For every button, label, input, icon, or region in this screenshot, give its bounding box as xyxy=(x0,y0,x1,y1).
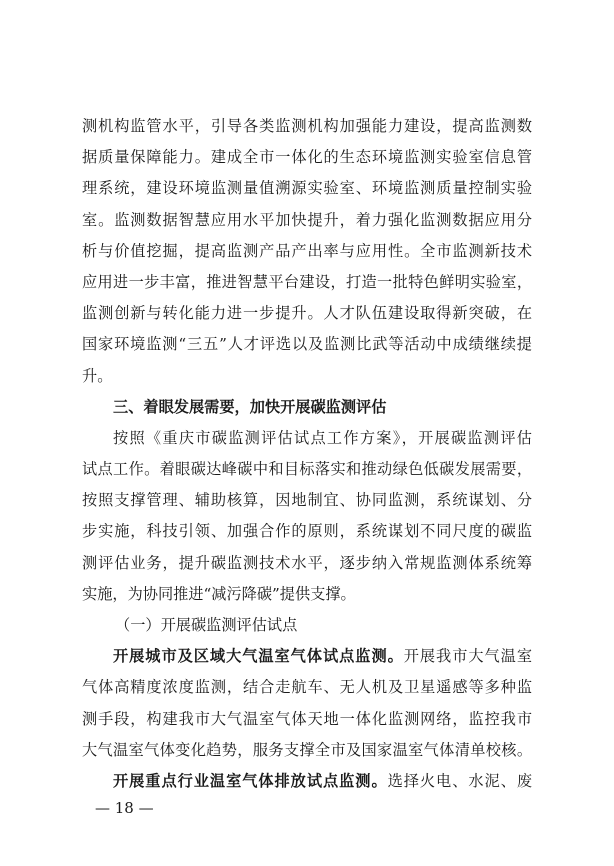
text-line: 升。 xyxy=(82,366,113,385)
bold-lead-sentence: 开展城市及区域大气温室气体试点监测。 xyxy=(113,647,404,666)
bold-lead-sentence: 开展重点行业温室气体排放试点监测。 xyxy=(113,771,388,790)
paragraph-monitoring-capacity xyxy=(82,111,532,392)
paragraph-greenhouse-gas-city xyxy=(82,641,532,766)
section-heading: 三、着眼发展需要，加快开展碳监测评估 xyxy=(113,397,387,416)
page-body xyxy=(82,111,532,797)
text-line: 气体高精度浓度监测，结合走航车、无人机及卫星遥感等多种监 xyxy=(82,678,532,697)
text-line xyxy=(82,766,532,797)
text-line: 按照《重庆市碳监测评估试点工作方案》，开展碳监测评估 xyxy=(113,428,532,447)
text-line xyxy=(82,641,532,672)
text-line: 测机构监管水平，引导各类监测机构加强能力建设，提高监测数 xyxy=(82,117,532,135)
text-line: 理系统，建设环境监测量值溯源实验室、环境监测质量控制实验 xyxy=(82,179,532,198)
paragraph-greenhouse-gas-industry xyxy=(82,766,532,797)
text-line: 试点工作。着眼碳达峰碳中和目标落实和推动绿色低碳发展需要， xyxy=(82,460,532,479)
paragraph-carbon-monitoring xyxy=(82,423,532,610)
text-line: 步实施，科技引领、加强合作的原则，系统谋划不同尺度的碳监 xyxy=(82,522,532,541)
text-line: 应用进一步丰富，推进智慧平台建设，打造一批特色鲜明实验室， xyxy=(82,272,532,291)
subsection-heading: （一）开展碳监测评估试点 xyxy=(115,616,298,634)
text-line: 测手段，构建我市大气温室气体天地一体化监测网络，监控我市 xyxy=(82,709,532,728)
text-line: 监测创新与转化能力进一步提升。人才队伍建设取得新突破，在 xyxy=(82,304,532,323)
text-line: 大气温室气体变化趋势，服务支撑全市及国家温室气体清单校核。 xyxy=(82,740,532,759)
text-line: 测评估业务，提升碳监测技术水平，逐步纳入常规监测体系统筹 xyxy=(82,553,532,572)
text-run: 开展我市大气温室 xyxy=(403,647,532,666)
text-line: 室。监测数据智慧应用水平加快提升，着力强化监测数据应用分 xyxy=(82,210,532,229)
text-run: 选择火电、水泥、废 xyxy=(387,771,532,790)
text-line: 国家环境监测“三五”人才评选以及监测比武等活动中成绩继续提 xyxy=(82,335,532,354)
text-line: 据质量保障能力。建成全市一体化的生态环境监测实验室信息管 xyxy=(82,148,532,167)
text-line: 实施，为协同推进“减污降碳”提供支撑。 xyxy=(82,584,356,603)
text-line: 析与价值挖掘，提高监测产品产出率与应用性。全市监测新技术 xyxy=(82,241,532,260)
page-number: — 18 — xyxy=(95,799,154,817)
text-line: 按照支撑管理、辅助核算，因地制宜、协同监测，系统谋划、分 xyxy=(82,491,532,510)
